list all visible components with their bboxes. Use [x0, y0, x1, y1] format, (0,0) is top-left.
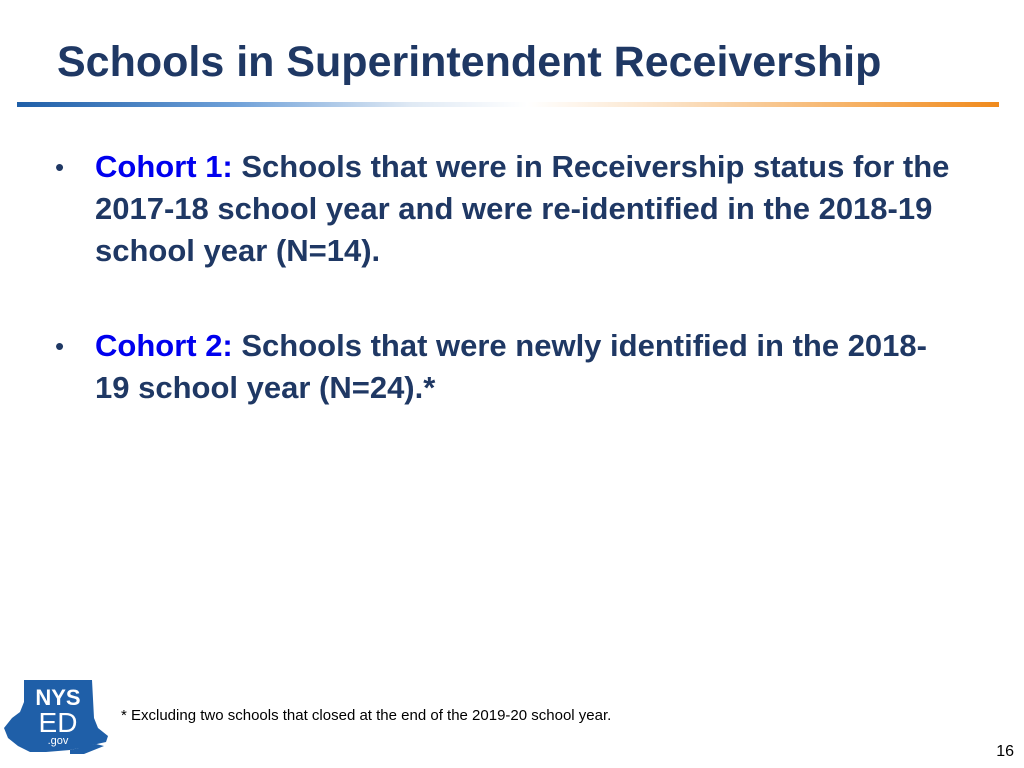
nysed-logo-icon	[0, 672, 112, 758]
title-divider	[17, 102, 999, 107]
page-number: 16	[996, 743, 1014, 760]
slide-title: Schools in Superintendent Receivership	[57, 38, 882, 86]
cohort-1-text: Schools that were in Receivership status for the 2017-18 school year and were re-identified in the 2018-19 school year (N=14).	[95, 149, 950, 268]
cohort-2-text: Schools that were newly identified in the 2018-19 school year (N=24).*	[95, 328, 927, 405]
bullet-cohort-2	[55, 325, 955, 409]
logo-ed-text: ED	[38, 707, 78, 738]
bullet-dot-icon: •	[55, 331, 65, 361]
logo-nys-text: NYS	[35, 685, 81, 710]
cohort-2-label: Cohort 2:	[95, 328, 233, 363]
bullet-list	[55, 146, 955, 409]
cohort-1-label: Cohort 1:	[95, 149, 233, 184]
bullet-dot-icon: •	[55, 152, 65, 182]
footnote: * Excluding two schools that closed at the end of the 2019-20 school year.	[121, 707, 612, 724]
bullet-cohort-1	[55, 146, 955, 272]
logo-gov-text: .gov	[47, 735, 69, 747]
